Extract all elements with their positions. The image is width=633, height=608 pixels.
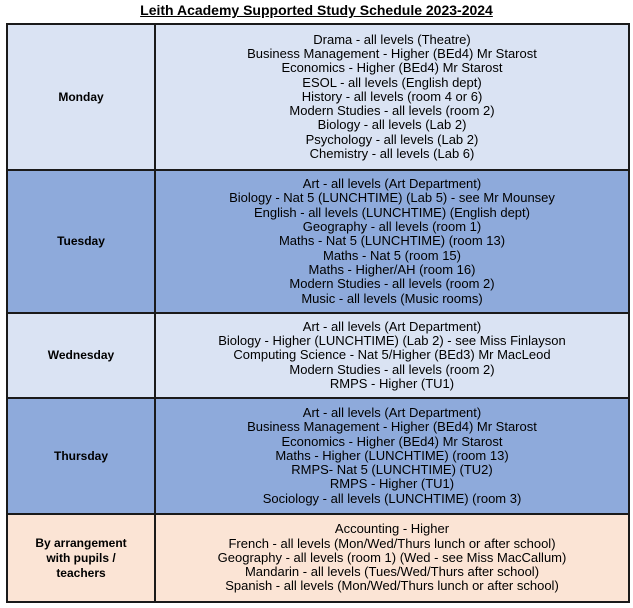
day-label: Tuesday xyxy=(7,170,155,313)
study-item: Economics - Higher (BEd4) Mr Starost xyxy=(281,433,503,449)
study-item: Maths - Higher (LUNCHTIME) (room 13) xyxy=(275,447,509,463)
study-item: Mandarin - all levels (Tues/Wed/Thurs after school) xyxy=(244,564,540,580)
schedule-row-monday xyxy=(7,24,629,170)
study-item: History - all levels (room 4 or 6) xyxy=(301,88,483,104)
study-item: Music - all levels (Music rooms) xyxy=(301,290,483,306)
study-item: RMPS - Higher (TU1) xyxy=(329,375,455,391)
study-item: RMPS - Higher (TU1) xyxy=(329,476,455,492)
day-items xyxy=(155,514,629,602)
day-items xyxy=(155,398,629,514)
study-item: Business Management - Higher (BEd4) Mr Starost xyxy=(247,419,537,435)
study-item: Drama - all levels (Theatre) xyxy=(313,31,471,47)
page-title: Leith Academy Supported Study Schedule 2023-2024 xyxy=(140,2,493,18)
study-item: Art - all levels (Art Department) xyxy=(302,404,482,420)
study-item: Economics - Higher (BEd4) Mr Starost xyxy=(281,60,503,76)
study-item: Geography - all levels (room 1) (Wed - see Miss MacCallum) xyxy=(217,549,567,565)
study-item: English - all levels (LUNCHTIME) (English dept) xyxy=(254,204,530,220)
day-label: Wednesday xyxy=(7,313,155,398)
schedule-row-tuesday xyxy=(7,170,629,313)
study-item: Art - all levels (Art Department) xyxy=(302,176,482,192)
study-item: Modern Studies - all levels (room 2) xyxy=(289,276,495,292)
day-label: Thursday xyxy=(7,398,155,514)
study-item: Geography - all levels (room 1) xyxy=(302,219,482,235)
study-item: Maths - Higher/AH (room 16) xyxy=(308,261,476,277)
study-item: Biology - Nat 5 (LUNCHTIME) (Lab 5) - see Mr Mounsey xyxy=(229,190,555,206)
day-items xyxy=(155,24,629,170)
schedule-row-wednesday xyxy=(7,313,629,398)
day-label: By arrangement with pupils / teachers xyxy=(7,514,155,602)
day-items xyxy=(155,170,629,313)
day-items xyxy=(155,313,629,398)
study-item: Art - all levels (Art Department) xyxy=(302,318,482,334)
study-item: Psychology - all levels (Lab 2) xyxy=(305,131,479,147)
study-item: Modern Studies - all levels (room 2) xyxy=(289,103,495,119)
study-item: ESOL - all levels (English dept) xyxy=(302,74,482,90)
study-item: French - all levels (Mon/Wed/Thurs lunch or after school) xyxy=(228,535,556,551)
day-label: Monday xyxy=(7,24,155,170)
study-item: Sociology - all levels (LUNCHTIME) (room 3) xyxy=(262,490,522,506)
study-item: RMPS- Nat 5 (LUNCHTIME) (TU2) xyxy=(291,462,493,478)
study-item: Computing Science - Nat 5/Higher (BEd3) Mr MacLeod xyxy=(233,347,551,363)
study-item: Maths - Nat 5 (LUNCHTIME) (room 13) xyxy=(278,233,506,249)
schedule-table xyxy=(6,23,630,603)
study-item: Chemistry - all levels (Lab 6) xyxy=(309,146,475,162)
study-item: Spanish - all levels (Mon/Wed/Thurs lunch or after school) xyxy=(225,578,559,594)
study-item: Accounting - Higher xyxy=(334,521,450,537)
schedule-row-thursday xyxy=(7,398,629,514)
study-item: Maths - Nat 5 (room 15) xyxy=(323,247,461,263)
schedule-row-by-arrangement xyxy=(7,514,629,602)
study-item: Business Management - Higher (BEd4) Mr Starost xyxy=(247,45,537,61)
study-item: Biology - all levels (Lab 2) xyxy=(317,117,467,133)
study-item: Modern Studies - all levels (room 2) xyxy=(289,361,495,377)
study-item: Biology - Higher (LUNCHTIME) (Lab 2) - see Miss Finlayson xyxy=(218,333,566,349)
